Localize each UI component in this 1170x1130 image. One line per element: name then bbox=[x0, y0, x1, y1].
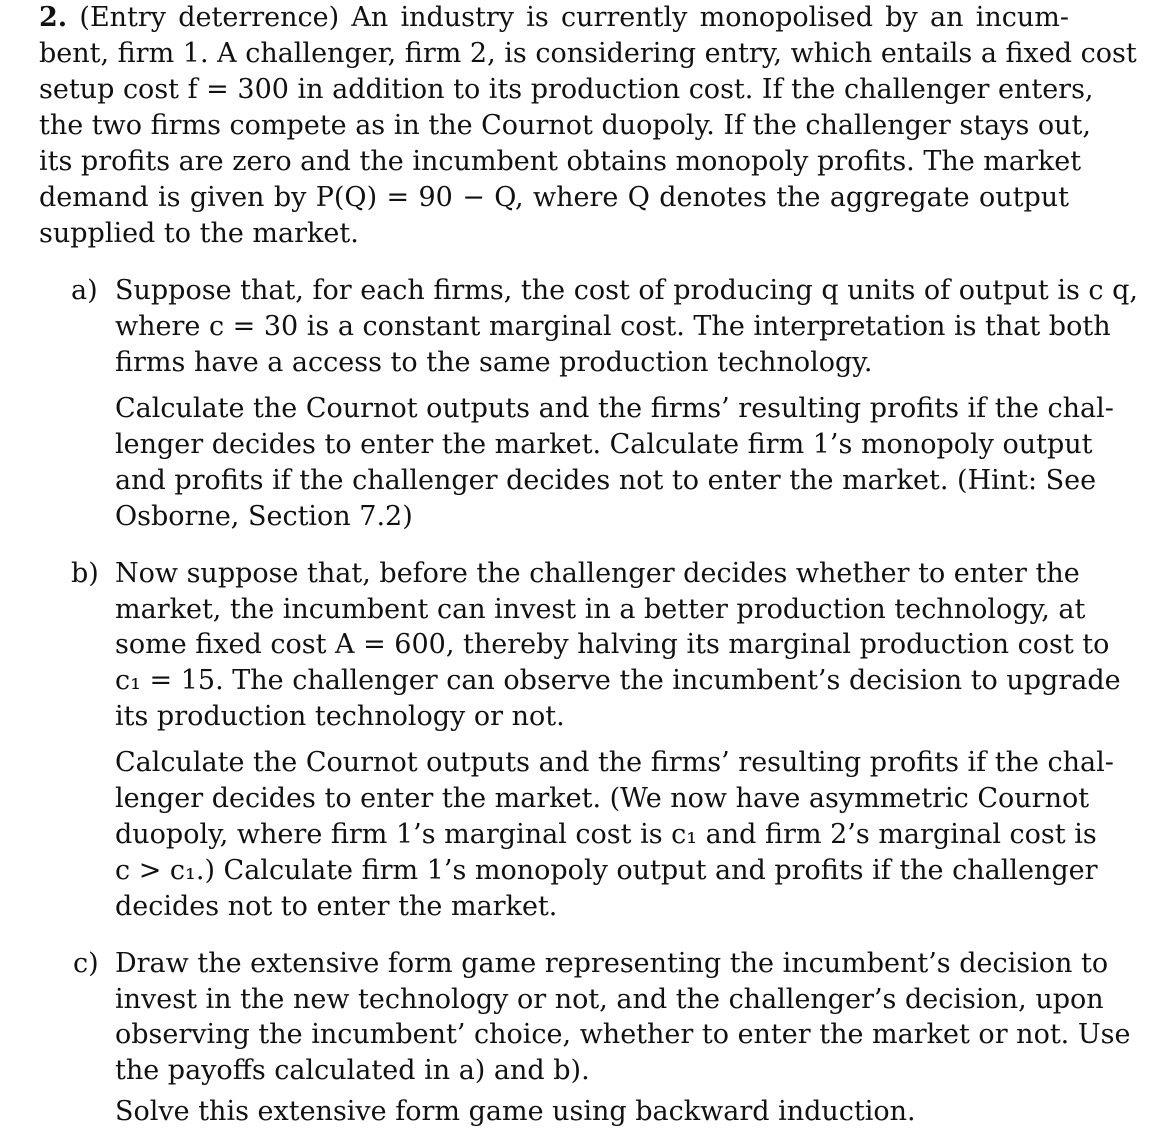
problem-line: its profits are zero and the incumbent obtains monopoly profits. The market bbox=[39, 146, 1082, 177]
part-line: Calculate the Cournot outputs and the firms’ resulting profits if the chal- bbox=[115, 747, 1114, 778]
part-line: duopoly, where firm 1’s marginal cost is c₁ and firm 2’s marginal cost is bbox=[115, 819, 1097, 850]
part-line: and profits if the challenger decides not to enter the market. (Hint: See bbox=[115, 465, 1097, 496]
part-line: lenger decides to enter the market. Calculate firm 1’s monopoly output bbox=[115, 429, 1093, 460]
part-line: firms have a access to the same production technology. bbox=[115, 347, 873, 378]
part-line: observing the incumbent’ choice, whether to enter the market or not. Use bbox=[115, 1019, 1131, 1050]
part-line: its production technology or not. bbox=[115, 701, 565, 732]
part-line: where c = 30 is a constant marginal cost. The interpretation is that both bbox=[115, 311, 1111, 342]
part-label: c) bbox=[73, 948, 99, 979]
problem-line: the two firms compete as in the Cournot duopoly. If the challenger stays out, bbox=[39, 110, 1091, 141]
part-line: some fixed cost A = 600, thereby halving its marginal production cost to bbox=[115, 629, 1110, 660]
part-label: b) bbox=[71, 558, 99, 589]
part-line: the payoffs calculated in a) and b). bbox=[115, 1055, 590, 1086]
problem-line: demand is given by P(Q) = 90 − Q, where Q denotes the aggregate output bbox=[39, 182, 1069, 213]
problem-line: setup cost f = 300 in addition to its production cost. If the challenger enters, bbox=[39, 74, 1094, 105]
part-line: decides not to enter the market. bbox=[115, 891, 558, 922]
problem-line: 2. (Entry deterrence) An industry is currently monopolised by an incum- bbox=[39, 2, 1069, 33]
part-line: Now suppose that, before the challenger decides whether to enter the bbox=[115, 558, 1080, 589]
part-line: Calculate the Cournot outputs and the firms’ resulting profits if the chal- bbox=[115, 393, 1114, 424]
part-line: Draw the extensive form game representing the incumbent’s decision to bbox=[115, 948, 1109, 979]
part-line: invest in the new technology or not, and the challenger’s decision, upon bbox=[115, 984, 1104, 1015]
problem-number: 2. bbox=[39, 2, 68, 33]
part-line: market, the incumbent can invest in a better production technology, at bbox=[115, 594, 1086, 625]
part-label: a) bbox=[71, 275, 98, 306]
problem-line: bent, firm 1. A challenger, firm 2, is considering entry, which entails a fixed cost bbox=[39, 38, 1137, 69]
cutoff-line-wrapper bbox=[115, 1094, 1069, 1127]
part-line: Suppose that, for each firms, the cost of producing q units of output is c q, bbox=[115, 275, 1138, 306]
problem-line: supplied to the market. bbox=[39, 218, 359, 249]
part-line: lenger decides to enter the market. (We now have asymmetric Cournot bbox=[115, 783, 1090, 814]
part-line: c > c₁.) Calculate firm 1’s monopoly output and profits if the challenger bbox=[115, 855, 1098, 886]
part-line: Osborne, Section 7.2) bbox=[115, 501, 413, 532]
cutoff-line: Solve this extensive form game using backward induction. bbox=[115, 1096, 916, 1127]
part-line: c₁ = 15. The challenger can observe the incumbent’s decision to upgrade bbox=[115, 665, 1121, 696]
